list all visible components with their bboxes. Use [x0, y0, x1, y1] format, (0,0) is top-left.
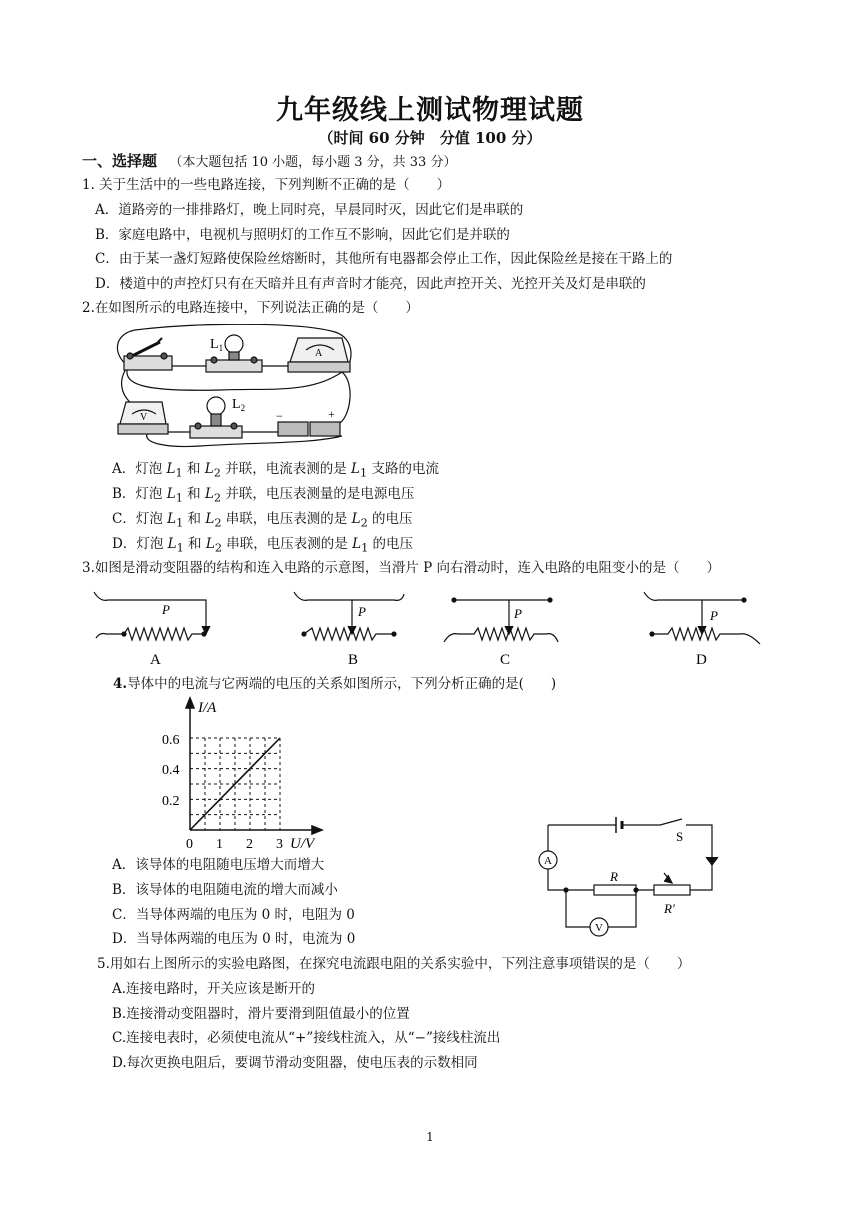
q3-rheostat-figures [84, 586, 774, 670]
x-axis-label: U/V [290, 836, 315, 852]
y-tick-02: 0.2 [162, 794, 180, 809]
q4-iu-graph [150, 694, 340, 854]
battery-plus-label: + [328, 407, 335, 421]
page-title: 九年级线上测试物理试题 [276, 95, 584, 126]
section-heading-row [82, 152, 456, 172]
q5-option-b: B.连接滑动变阻器时，滑片要滑到阻值最小的位置 [112, 1006, 410, 1022]
ammeter-a-label: A [544, 855, 552, 867]
x-tick-2: 2 [246, 837, 253, 852]
slider-label-d: P [710, 608, 718, 623]
y-axis-label: I/A [198, 700, 217, 716]
q1-option-c: C．由于某一盏灯短路使保险丝熔断时，其他所有电器都会停止工作，因此保险丝是接在干路上的 [95, 251, 673, 267]
q4-stem-row [113, 675, 556, 693]
ammeter-label: A [315, 348, 323, 359]
q1-stem: 1. 关于生活中的一些电路连接，下列判断不正确的是（ ） [82, 177, 451, 193]
q1-option-a: A．道路旁的一排排路灯，晚上同时亮，早晨同时灭，因此它们是串联的 [95, 202, 524, 218]
q2-option-a: A．灯泡 $L_1$ 和 $L_2$ 并联，电流表测的是 $L_1$ 支路的电流 [112, 461, 439, 480]
section-heading: 一、选择题 [82, 152, 158, 170]
figure-label-d: D [696, 652, 707, 668]
y-tick-04: 0.4 [162, 763, 180, 778]
q4-option-b: B．该导体的电阻随电流的增大而减小 [112, 882, 338, 898]
figure-label-b: B [348, 652, 359, 668]
q4-option-d: D．当导体两端的电压为 0 时，电流为 0 [112, 931, 356, 947]
x-tick-1: 1 [216, 837, 223, 852]
section-note: （本大题包括 10 小题，每小题 3 分，共 33 分） [169, 155, 457, 170]
q1-option-d: D．楼道中的声控灯只有在天暗并且有声音时才能亮，因此声控开关、光控开关及灯是串联的 [95, 276, 646, 292]
page-number: 1 [426, 1130, 434, 1144]
l1-label: $L_1$ [210, 337, 224, 353]
rheostat-a [94, 592, 210, 640]
l2-label: $L_2$ [232, 397, 246, 413]
rheostat-b [294, 592, 404, 640]
x-tick-3: 3 [276, 837, 283, 852]
q2-stem: 2.在如图所示的电路连接中，下列说法正确的是（ ） [82, 300, 419, 316]
figure-label-c: C [500, 652, 511, 668]
q2-option-b: B．灯泡 $L_1$ 和 $L_2$ 并联，电压表测量的是电源电压 [112, 486, 415, 505]
q4-stem: 导体中的电流与它两端的电压的关系如图所示，下列分析正确的是( ) [127, 676, 557, 692]
slider-label-c: P [514, 606, 522, 621]
q5-stem: 5.用如右上图所示的实验电路图，在探究电流跟电阻的关系实验中，下列注意事项错误的是（ ） [97, 956, 691, 972]
q1-option-b: B．家庭电路中，电视机与照明灯的工作互不影响，因此它们是并联的 [95, 227, 510, 243]
slider-label-a: P [162, 602, 170, 617]
rheostat-label: R′ [664, 901, 675, 916]
q4-option-c: C．当导体两端的电压为 0 时，电阻为 0 [112, 907, 355, 923]
voltmeter-label: V [140, 412, 148, 423]
q2-option-d: D．灯泡 $L_1$ 和 $L_2$ 串联，电压表测的是 $L_1$ 的电压 [112, 536, 414, 555]
page-subtitle: （时间 60 分钟 分值 100 分） [318, 129, 542, 147]
experiment-circuit-diagram [530, 815, 720, 945]
resistor-label: R [610, 869, 618, 884]
q3-stem: 3.如图是滑动变阻器的结构和连入电路的示意图，当滑片 P 向右滑动时，连入电路的电阻变小的是（ ） [82, 560, 721, 576]
figure-label-a: A [150, 652, 161, 668]
q2-option-c: C．灯泡 $L_1$ 和 $L_2$ 串联，电压表测的是 $L_2$ 的电压 [112, 511, 413, 530]
q5-option-a: A.连接电路时，开关应该是断开的 [112, 981, 316, 997]
q4-number: 4. [113, 676, 128, 692]
x-tick-0: 0 [186, 837, 193, 852]
battery-minus-label: − [276, 409, 283, 423]
switch-label: S [676, 829, 684, 844]
slider-label-b: P [358, 604, 366, 619]
q4-option-a: A．该导体的电阻随电压增大而增大 [112, 857, 325, 873]
y-tick-06: 0.6 [162, 733, 180, 748]
rheostat-d [644, 592, 760, 644]
q5-option-d: D.每次更换电阻后，要调节滑动变阻器，使电压表的示数相同 [112, 1055, 478, 1071]
rheostat-c [444, 598, 558, 642]
voltmeter-v-label: V [595, 922, 603, 934]
q2-circuit-figure [110, 324, 360, 449]
q5-option-c: C.连接电表时，必须使电流从“+”接线柱流入，从“−”接线柱流出 [112, 1030, 501, 1046]
